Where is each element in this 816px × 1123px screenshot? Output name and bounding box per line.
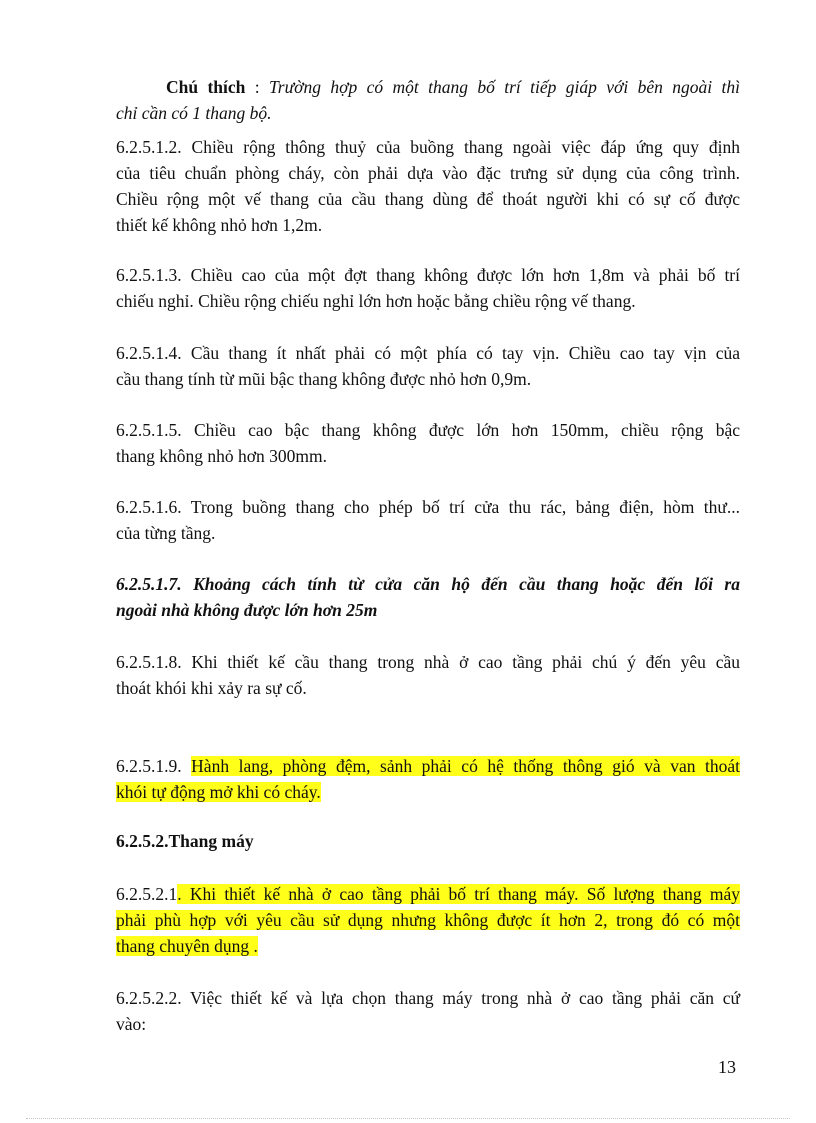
paragraph-6-2-5-1-9: 6.2.5.1.9. Hành lang, phòng đệm, sảnh phải có hệ thống thông gió và van thoát khói tự động mở khi có cháy.: [116, 756, 740, 802]
highlighted-text: . Khi thiết kế nhà ở cao tầng phải bố trí thang máy. Số lượng thang máy: [177, 884, 740, 904]
note-line-1: Chú thích : Trường hợp có một thang bố trí tiếp giáp với bên ngoài thì: [166, 77, 740, 97]
paragraph-6-2-5-1-8: 6.2.5.1.8. Khi thiết kế cầu thang trong nhà ở cao tầng phải chú ý đến yêu cầu thoát khói khi xảy ra sự cố.: [116, 652, 740, 698]
page-bottom-divider: [26, 1118, 790, 1119]
paragraph-6-2-5-1-2: 6.2.5.1.2. Chiều rộng thông thuỷ của buồng thang ngoài việc đáp ứng quy định của tiêu chuẩn phòng cháy, còn phải dựa vào đặc trưng sử dụng của công trình. Chiều rộng một vế thang của cầu thang dùng để thoát người khi có sự cố được thiết kế không nhỏ hơn 1,2m.: [116, 137, 740, 235]
paragraph-6-2-5-2-2: 6.2.5.2.2. Việc thiết kế và lựa chọn thang máy trong nhà ở cao tầng phải căn cứ vào:: [116, 988, 740, 1034]
note-text-1: Trường hợp có một thang bố trí tiếp giáp với bên ngoài thì: [269, 77, 740, 97]
highlighted-text: khói tự động mở khi có cháy.: [116, 782, 321, 802]
note-paragraph: [116, 74, 740, 126]
note-label: Chú thích: [166, 77, 246, 97]
page-number: 13: [718, 1057, 736, 1077]
highlighted-text: phải phù hợp với yêu cầu sử dụng nhưng không được ít hơn 2, trong đó có một: [116, 910, 740, 930]
highlighted-text: Hành lang, phòng đệm, sảnh phải có hệ thống thông gió và van thoát: [191, 756, 740, 776]
paragraph-6-2-5-1-3: 6.2.5.1.3. Chiều cao của một đợt thang không được lớn hơn 1,8m và phải bố trí chiếu nghỉ. Chiều rộng chiếu nghỉ lớn hơn hoặc bằng chiều rộng vế thang.: [116, 265, 740, 311]
paragraph-6-2-5-2-1: 6.2.5.2.1. Khi thiết kế nhà ở cao tầng phải bố trí thang máy. Số lượng thang máy phải phù hợp với yêu cầu sử dụng nhưng không được ít hơn 2, trong đó có một thang chuyên dụng .: [116, 884, 740, 956]
section-heading-thang-may: 6.2.5.2.Thang máy: [116, 831, 254, 851]
paragraph-6-2-5-1-7: 6.2.5.1.7. Khoảng cách tính từ cửa căn hộ đến cầu thang hoặc đến lối ra ngoài nhà không được lớn hơn 25m: [116, 574, 740, 620]
paragraph-6-2-5-1-6: 6.2.5.1.6. Trong buồng thang cho phép bố trí cửa thu rác, bảng điện, hòm thư... của từng tầng.: [116, 497, 740, 543]
paragraph-6-2-5-1-5: 6.2.5.1.5. Chiều cao bậc thang không được lớn hơn 150mm, chiều rộng bậc thang không nhỏ hơn 300mm.: [116, 420, 740, 466]
highlighted-text: thang chuyên dụng .: [116, 936, 258, 956]
note-line-2: chỉ cần có 1 thang bộ.: [116, 103, 272, 123]
paragraph-6-2-5-1-4: 6.2.5.1.4. Cầu thang ít nhất phải có một phía có tay vịn. Chiều cao tay vịn của cầu thang tính từ mũi bậc thang không được nhỏ hơn 0,9m.: [116, 343, 740, 389]
